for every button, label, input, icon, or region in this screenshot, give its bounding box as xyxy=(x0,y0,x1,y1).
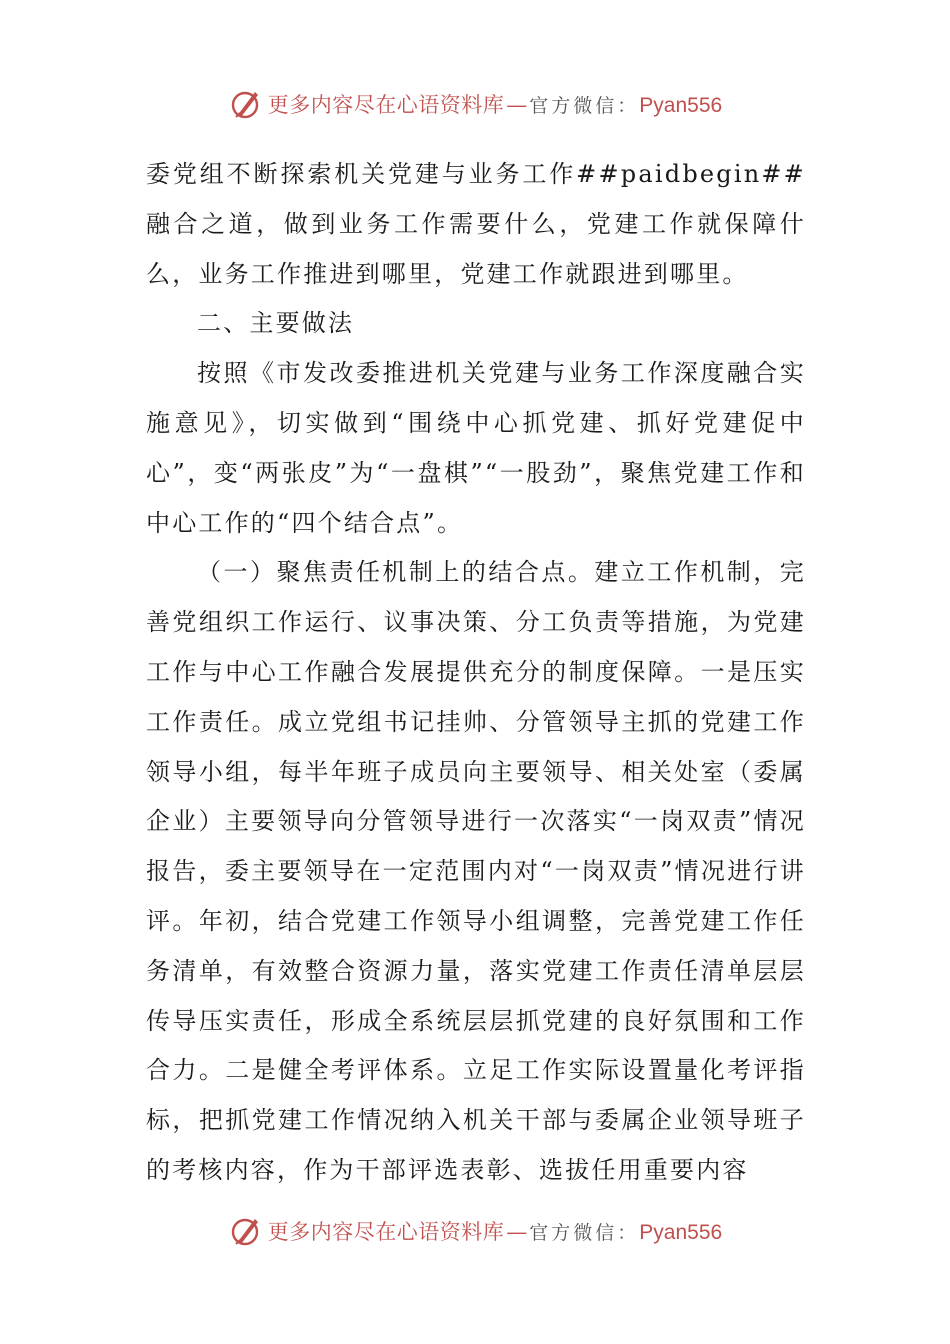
document-body xyxy=(146,150,806,1196)
quill-logo-icon xyxy=(228,87,262,121)
watermark-official-label: 官方微信： xyxy=(529,1222,640,1244)
watermark-text xyxy=(268,1216,722,1246)
quill-logo-icon xyxy=(228,1214,262,1248)
footer-watermark xyxy=(0,1211,950,1251)
watermark-text xyxy=(268,89,722,119)
paragraph-continuation: 委党组不断探索机关党建与业务工作##paidbegin##融合之道，做到业务工作需要什么，党建工作就保障什么，业务工作推进到哪里，党建工作就跟进到哪里。 xyxy=(146,160,806,288)
watermark-wechat-id: Pyan556 xyxy=(639,94,723,117)
watermark-dash: — xyxy=(506,93,528,117)
watermark-brand: 更多内容尽在心语资料库 xyxy=(267,1220,505,1244)
section-heading: 二、主要做法 xyxy=(197,309,355,338)
watermark-brand: 更多内容尽在心语资料库 xyxy=(267,93,505,117)
watermark-official-label: 官方微信： xyxy=(529,95,640,117)
watermark-wechat-id: Pyan556 xyxy=(639,1221,723,1244)
paragraph-approach: 按照《市发改委推进机关党建与业务工作深度融合实施意见》，切实做到“围绕中心抓党建、抓好党建促中心”，变“两张皮”为“一盘棋”“一股劲”，聚焦党建工作和中心工作的“四个结合点”。 xyxy=(146,359,806,537)
paragraph-responsibility: （一）聚焦责任机制上的结合点。建立工作机制，完善党组织工作运行、议事决策、分工负责等措施，为党建工作与中心工作融合发展提供充分的制度保障。一是压实工作责任。成立党组书记挂帅、分管领导主抓的党建工作领导小组，每半年班子成员向主要领导、相关处室（委属企业）主要领导向分管领导进行一次落实“一岗双责”情况报告，委主要领导在一定范围内对“一岗双责”情况进行讲评。年初，结合党建工作领导小组调整，完善党建工作任务清单，有效整合资源力量，落实党建工作责任清单层层传导压实责任，形成全系统层层抓党建的良好氛围和工作合力。二是健全考评体系。立足工作实际设置量化考评指标，把抓党建工作情况纳入机关干部与委属企业领导班子的考核内容，作为干部评选表彰、选拔任用重要内容 xyxy=(146,558,806,1184)
header-watermark xyxy=(0,84,950,124)
watermark-dash: — xyxy=(506,1220,528,1244)
